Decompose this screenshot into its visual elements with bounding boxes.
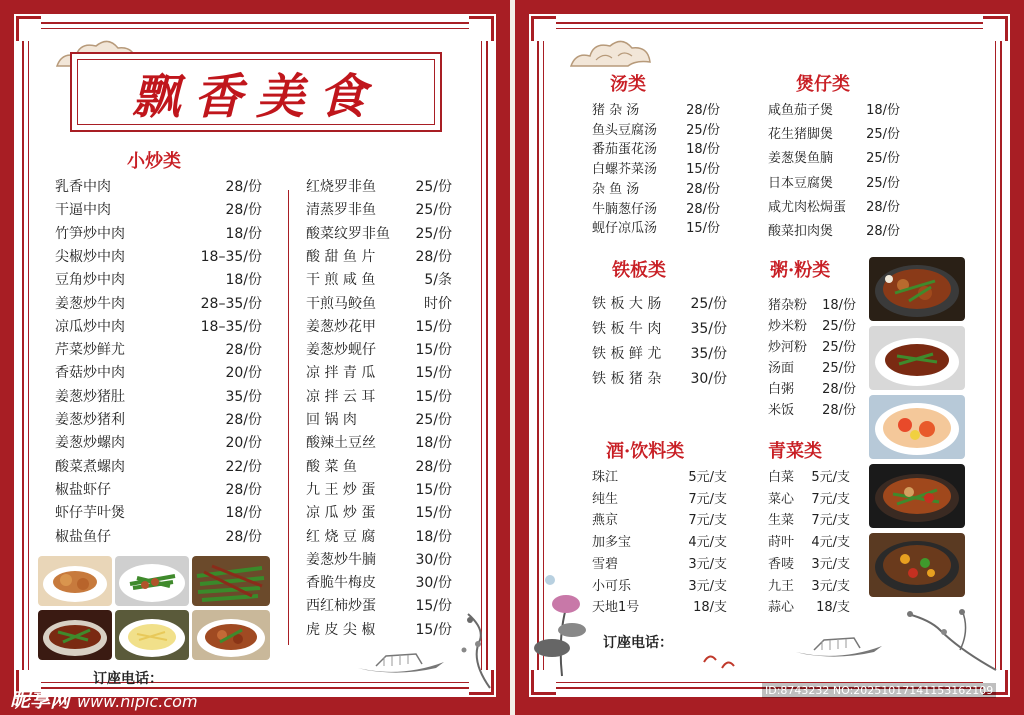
plum-branch-ink-icon [900,600,1000,680]
menu-item-price: 4元/支 [811,535,850,551]
column-divider [288,190,289,645]
corner-ornament [983,16,1008,41]
menu-item-price: 28/份 [866,199,900,215]
menu-item-price: 时价 [424,295,452,312]
corner-ornament [531,16,556,41]
menu-item-price: 28/份 [686,181,720,197]
menu-item-price: 4元/支 [688,535,727,551]
menu-item-name: 珠江 [592,470,619,485]
menu-item-price: 3元/支 [811,556,850,572]
menu-item-name: 清蒸罗非鱼 [306,202,376,219]
menu-item-name: 加多宝 [592,535,632,551]
dish-photo [869,326,965,390]
menu-item-price: 28/份 [225,481,262,498]
menu-item-name: 燕京 [592,513,619,529]
menu-item-name: 芹菜炒鲜尤 [55,342,125,359]
plum-branch-ink-icon [440,610,496,690]
menu-item-name: 凉瓜炒中肉 [55,318,125,335]
dish-photo [192,610,270,660]
menu-item-price: 28/份 [225,528,262,545]
dish-photo [192,556,270,606]
menu-item-price: 20/份 [225,365,262,382]
menu-item-price: 30/份 [690,371,727,387]
menu-item-price: 25/份 [822,319,856,334]
menu-item-price: 28/份 [225,179,262,195]
menu-item-name: 尖椒炒中肉 [55,248,125,265]
menu-item-name: 干煎马鲛鱼 [306,295,376,312]
category-greens: 青菜类 [768,441,822,462]
menu-item-name: 椒盐虾仔 [55,481,111,498]
menu-item-name: 纯生 [592,491,619,507]
menu-item-price: 15/份 [415,318,452,335]
menu-item-price: 25/份 [415,412,452,428]
menu-item-price: 3元/支 [688,556,727,572]
menu-item-price: 28–35/份 [200,295,262,312]
menu-item-price: 3元/支 [811,578,850,594]
menu-item-price: 25/份 [415,179,452,195]
menu-item-name: 汤面 [768,361,795,376]
dish-photo [869,533,965,597]
menu-item-name: 姜葱炒蚬仔 [306,342,376,359]
menu-item-name: 日本豆腐煲 [768,175,834,191]
menu-item-name: 炒米粉 [768,319,808,334]
menu-item-price: 18/支 [816,600,850,616]
menu-item-price: 35/份 [690,321,727,337]
menu-item-name: 咸鱼茄子煲 [768,103,834,118]
menu-item-price: 7元/支 [688,491,727,507]
menu-item-price: 28/份 [225,342,262,359]
menu-item-name: 姜葱炒猪利 [55,412,125,428]
menu-item-price: 15/份 [686,162,720,178]
menu-item-price: 35/份 [225,388,262,405]
dish-photo [869,395,965,459]
menu-item-name: 铁 板 猪 杂 [592,371,662,387]
dish-photo [115,610,189,660]
menu-item-name: 干逼中肉 [55,202,111,219]
menu-item-name: 菜心 [768,491,795,507]
menu-item-price: 18/份 [415,435,452,452]
menu-item-price: 28/份 [866,224,900,239]
menu-item-price: 15/份 [415,365,452,382]
menu-item-name: 姜葱炒牛肉 [55,295,125,312]
menu-item-name: 花生猪脚煲 [768,127,834,143]
menu-item-price: 15/份 [415,342,452,359]
menu-item-price: 25/份 [866,151,900,167]
menu-item-name: 莳叶 [768,535,795,551]
menu-title-box [70,52,442,132]
menu-item-price: 18–35/份 [200,248,262,265]
menu-item-price: 15/份 [415,598,452,615]
menu-item-name: 红 烧 豆 腐 [306,528,376,545]
menu-item-price: 15/份 [415,621,452,638]
menu-item-price: 18–35/份 [200,318,262,335]
menu-item-price: 28/份 [225,202,262,219]
menu-item-name: 姜葱炒猪肚 [55,388,125,405]
menu-item-price: 15/份 [415,388,452,405]
menu-item-price: 25/份 [415,225,452,242]
menu-item-price: 25/份 [822,340,856,355]
menu-item-name: 白螺芥菜汤 [592,162,658,178]
dish-photo [869,257,965,321]
menu-item-name: 香菇炒中肉 [55,365,125,382]
dish-photo [869,464,965,528]
menu-item-price: 30/份 [415,551,452,568]
menu-item-price: 28/份 [822,382,856,397]
menu-item-name: 蚬仔凉瓜汤 [592,221,658,237]
menu-item-name: 咸尤肉松焗蛋 [768,199,847,215]
menu-item-price: 35/份 [690,346,727,362]
menu-item-price: 28/份 [225,412,262,428]
corner-ornament [469,16,494,41]
menu-item-price: 7元/支 [811,513,850,529]
menu-item-price: 28/份 [686,103,720,118]
menu-item-name: 铁 板 鲜 尤 [592,346,662,362]
petal-ink-icon [700,650,740,674]
menu-item-name: 酸菜扣肉煲 [768,224,834,239]
menu-item-name: 干 煎 咸 鱼 [306,272,376,289]
cloud-ornament-icon [566,34,656,74]
menu-item-name: 白粥 [768,382,795,397]
menu-item-price: 25/份 [690,296,727,312]
menu-item-name: 鱼头豆腐汤 [592,122,658,138]
menu-item-name: 白菜 [768,470,795,485]
menu-item-price: 28/份 [415,248,452,265]
menu-item-price: 15/份 [415,505,452,522]
menu-item-name: 椒盐鱼仔 [55,528,111,545]
menu-item-name: 铁 板 大 肠 [592,296,662,312]
menu-item-name: 炒河粉 [768,340,808,355]
menu-item-price: 15/份 [415,481,452,498]
menu-item-price: 7元/支 [688,513,727,529]
menu-item-name: 回 锅 肉 [306,412,357,428]
menu-item-name: 酸 甜 鱼 片 [306,248,376,265]
menu-title: 飘香美食 [131,69,380,125]
menu-item-name: 凉 瓜 炒 蛋 [306,505,376,522]
dish-photo [115,556,189,606]
menu-item-price: 25/份 [866,175,900,191]
menu-item-name: 米饭 [768,403,795,418]
category-congee-noodles: 粥·粉类 [770,260,831,281]
menu-item-name: 竹笋炒中肉 [55,225,125,242]
category-stir-fry: 小炒类 [127,151,181,172]
menu-item-name: 姜葱炒花甲 [306,318,376,335]
menu-item-name: 番茄蛋花汤 [592,142,658,158]
menu-item-name: 生菜 [768,513,795,529]
menu-item-name: 猪杂粉 [768,298,808,313]
menu-item-price: 18/份 [225,272,262,289]
menu-item-price: 30/份 [415,575,452,592]
menu-item-price: 20/份 [225,435,262,452]
menu-item-price: 5元/支 [811,470,850,485]
menu-item-name: 蒜心 [768,600,795,616]
menu-item-name: 九王 [768,578,795,594]
menu-item-name: 香唛 [768,556,795,572]
menu-item-name: 天地1号 [592,600,640,616]
menu-item-name: 姜葱炒螺肉 [55,435,125,452]
menu-item-name: 酸菜纹罗非鱼 [306,225,390,242]
menu-item-price: 18/份 [822,298,856,313]
dish-photo [38,610,112,660]
menu-item-name: 酸 菜 鱼 [306,458,357,475]
menu-item-price: 22/份 [225,458,262,475]
menu-item-name: 九 王 炒 蛋 [306,481,376,498]
menu-item-name: 酸辣土豆丝 [306,435,376,452]
category-soup: 汤类 [610,74,646,95]
menu-item-name: 凉 拌 云 耳 [306,388,376,405]
watermark-left [10,684,198,713]
menu-item-price: 25/份 [822,361,856,376]
menu-item-price: 25/份 [866,127,900,143]
menu-item-price: 5元/支 [688,470,727,485]
menu-item-price: 18/份 [415,528,452,545]
dish-photo [38,556,112,606]
menu-item-name: 豆角炒中肉 [55,272,125,289]
menu-item-name: 小可乐 [592,578,632,594]
menu-item-name: 香脆牛梅皮 [306,575,376,592]
menu-item-name: 酸菜煮螺肉 [55,458,125,475]
menu-item-name: 西红柿炒蛋 [306,598,376,615]
watermark-url: www.nipic.com [76,692,198,711]
menu-item-price: 18/份 [686,142,720,158]
menu-item-price: 5/条 [424,272,452,289]
boat-ink-icon [794,632,884,662]
watermark-brand: 昵享网 [10,688,70,712]
menu-item-price: 15/份 [686,221,720,237]
category-iron-plate: 铁板类 [612,260,666,281]
menu-item-price: 3元/支 [688,578,727,594]
lotus-ink-icon [532,568,592,678]
menu-item-price: 28/份 [415,458,452,475]
menu-item-name: 虾仔芋叶煲 [55,505,125,522]
menu-item-price: 18/支 [693,600,727,616]
category-drinks: 酒·饮料类 [606,441,685,462]
menu-item-name: 红烧罗非鱼 [306,179,376,195]
menu-item-name: 雪碧 [592,556,619,572]
phone-label-left: 订座电话： [93,671,163,687]
menu-item-price: 7元/支 [811,491,850,507]
menu-item-name: 姜葱煲鱼腩 [768,151,834,167]
boat-ink-icon [356,648,446,678]
menu-item-price: 25/份 [686,122,720,138]
menu-item-price: 18/份 [225,505,262,522]
menu-item-price: 28/份 [686,201,720,217]
menu-item-name: 杂 鱼 汤 [592,181,640,197]
category-claypot: 煲仔类 [796,74,850,95]
menu-item-name: 凉 拌 青 瓜 [306,365,376,382]
menu-item-name: 牛腩葱仔汤 [592,201,658,217]
menu-item-name: 姜葱炒牛腩 [306,551,376,568]
menu-item-price: 25/份 [415,202,452,219]
corner-ornament [16,16,41,41]
watermark-id: ID:8743232 NO:20251017141153162109 [762,683,996,698]
menu-item-name: 猪 杂 汤 [592,103,640,118]
menu-item-price: 18/份 [866,103,900,118]
menu-item-name: 乳香中肉 [55,179,111,195]
menu-item-price: 18/份 [225,225,262,242]
menu-item-name: 虎 皮 尖 椒 [306,621,376,638]
menu-item-name: 铁 板 牛 肉 [592,321,662,337]
phone-label-right: 订座电话： [603,635,673,651]
menu-item-price: 28/份 [822,403,856,418]
